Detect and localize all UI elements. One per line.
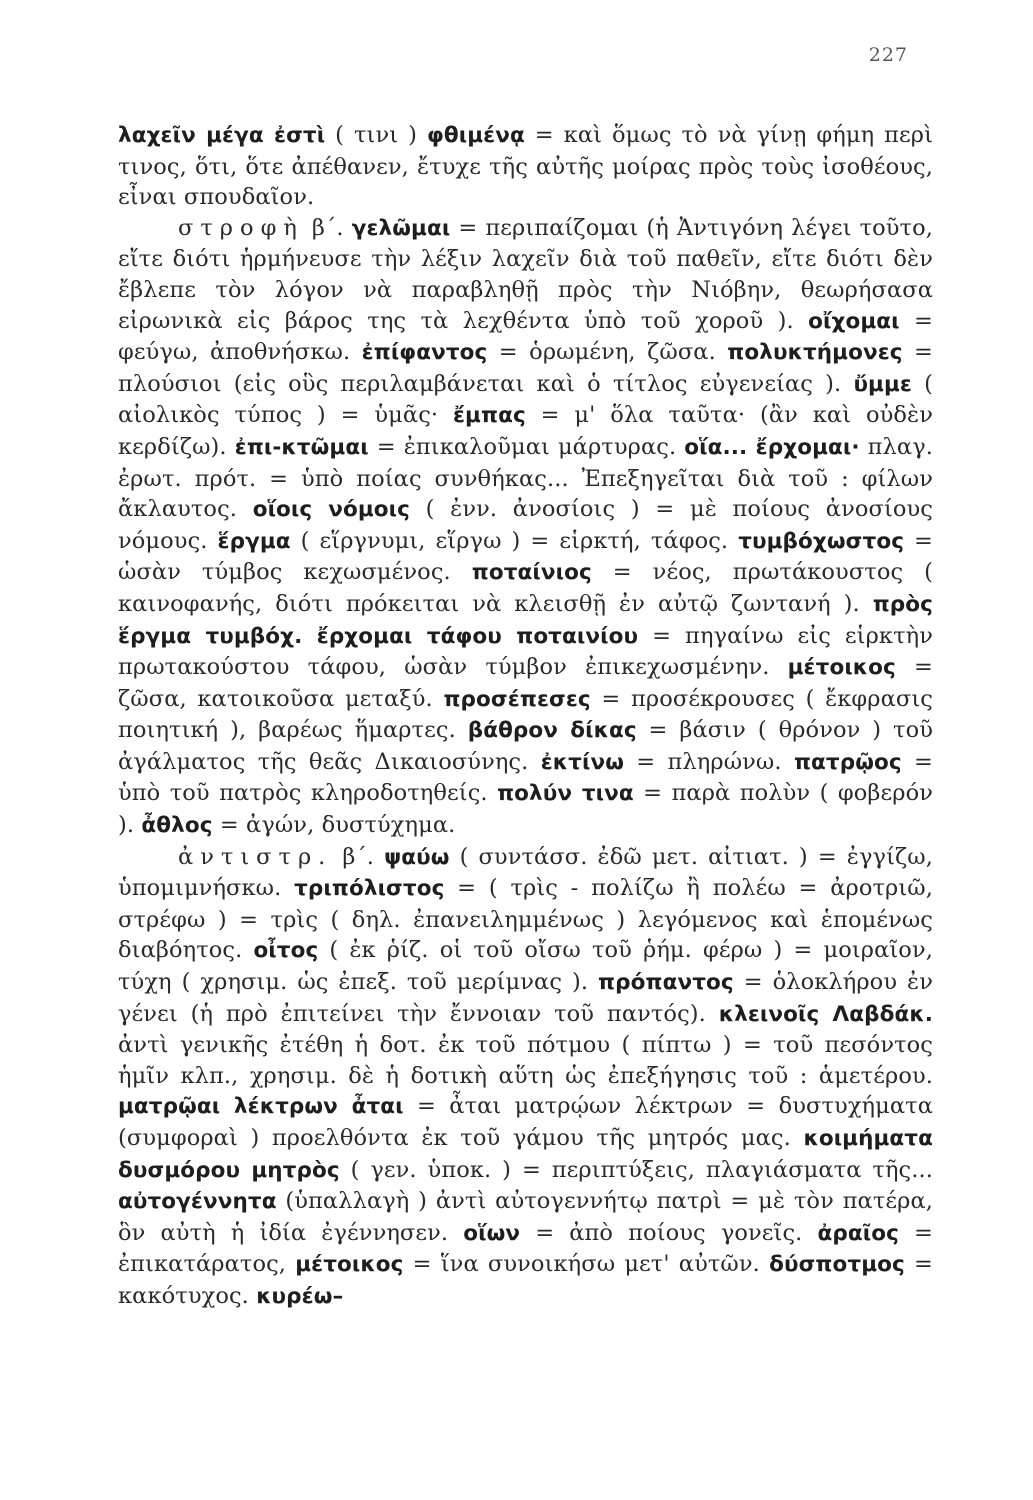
gloss-text: ( ἐνν. ἀνοσίοις ) = μὲ ποίους ἀνοσίους νόμους. [118,496,933,554]
lemma: λαχεῖν μέγα ἐστὶ [118,123,326,148]
gloss-text: β΄. [303,214,352,241]
lemma: πρὸς ἕργμα τυμβόχ. ἔρχομαι τάφου ποταινίου [118,591,933,649]
gloss-text: = πηγαίνω εἰς εἱρκτὴν πρωτακούστου τάφου, ὡσὰν τύμβον ἐπικεχωσμένην. [118,622,934,681]
lemma: πατρῷος [793,749,902,775]
gloss-text: = φεύγω, ἀποθνήσκω. [118,307,933,366]
gloss-text: = ὑπὸ τοῦ πατρὸς κληροδοτηθείς. [118,748,933,807]
lemma: κλεινοῖς Λαβδάκ. [718,1001,933,1027]
gloss-text: = βάσιν ( θρόνον ) τοῦ ἀγάλματος τῆς θεᾶς Δικαιοσύνης. [118,717,933,775]
lemma: οἶτος [253,938,319,964]
gloss-text: ἀντὶ γενικῆς ἐτέθη ἡ δοτ. ἐκ τοῦ πότμου ( πίπτω ) = τοῦ πεσόντος ἡμῖν κλπ., χρησιμ. δὲ ἡ δοτικὴ αὕτη ὡς ἐπεξήγησις τοῦ : ἁμετέρου. [118,1032,933,1089]
lemma: ἕργμα [217,528,291,554]
gloss-text: = ἆται ματρῴων λέκτρων = δυστυχήματα (συμφοραὶ ) προελθόντα ἐκ τοῦ γάμου τῆς μητρός μας. [118,1093,933,1151]
gloss-text: ( τινι ) [325,122,427,148]
lemma: γελῶμαι [351,215,451,241]
commentary-text [118,120,933,1313]
paragraph [118,842,933,1313]
gloss-text: = ( τρὶς - πολίζω ἢ πολέω = ἀροτριῶ, στρέφω ) = τρὶς ( δηλ. ἐπανειλημμένως ) λεγόμενος καὶ ἑπομένως διαβόητος. [118,875,933,964]
lemma: οἵα... ἔρχομαι· [684,434,860,460]
gloss-text: = ζῶσα, κατοικοῦσα μεταξύ. [118,654,933,712]
lemma: πολύν τινα [497,781,634,807]
lemma: οἵοις νόμοις [252,497,410,523]
lemma: κυρέω– [256,1283,344,1309]
lemma: προσέπεσες [443,686,591,712]
gloss-text: = πληρώνω. [623,748,794,775]
lemma: τυμβόχωστος [738,528,905,554]
gloss-text: = ὡσὰν τύμβος κεχωσμένος. [118,527,933,586]
gloss-text: ( γεν. ὑποκ. ) = περιπτύξεις, πλαγιάσματα τῆς... [339,1156,933,1183]
lemma: κοιμήματα δυσμόρου μητρὸς [118,1126,933,1183]
lemma: ὔμμε [853,371,912,397]
lemma: οἴχομαι [808,308,900,334]
lemma: φθιμένᾳ [426,123,525,148]
gloss-text: = ἀπὸ ποίους γονεῖς. [520,1219,818,1246]
lemma: πολυκτήμονες [727,340,903,366]
gloss-text: = ἐπικαλοῦμαι μάρτυρας. [368,433,685,460]
gloss-text: ( συντάσσ. ἐδῶ μετ. αἰτιατ. ) = ἐγγίζω, ὑπομιμνήσκω. [118,843,933,902]
lemma: δύσποτμος [769,1252,905,1278]
lemma: ἀραῖος [817,1220,899,1246]
lemma: αὐτογέννητα [118,1189,277,1215]
gloss-text: ( εἵργνυμι, εἵργω ) = εἱρκτή, τάφος. [290,527,739,554]
lemma: ἐκτίνω [540,749,624,775]
gloss-text: = ἐπικατάρατος, [118,1219,933,1278]
gloss-text: = μ' ὅλα ταῦτα· (ἂν καὶ οὐδὲν κερδίζω). [118,402,933,460]
lemma: μέτοικος [787,655,896,681]
gloss-text: = ὁρωμένη, ζῶσα. [487,339,728,366]
gloss-text: = ἀγών, δυστύχημα. [212,812,456,839]
gloss-text: = καὶ ὅμως τὸ νὰ γίνῃ φήμη περὶ τινος, ὅτι, ὅτε ἀπέθανεν, ἔτυχε τῆς αὐτῆς μοίρας πρὸς τοὺς ἰσοθέους, εἶναι σπουδαῖον. [118,122,933,211]
gloss-text: = πλούσιοι (εἰς οὓς περιλαμβάνεται καὶ ὁ τίτλος εὐγενείας ). [118,339,933,397]
gloss-text: = περιπαίζομαι (ἡ Ἀντιγόνη λέγει τοῦτο, εἴτε διότι ἡρμήνευσε τὴν λέξιν λαχεῖν διὰ τοῦ παθεῖν, εἴτε διότι δὲν ἔβλεπε τὸν λόγον νὰ παραβληθῇ πρὸς τὴν Νιόβην, θεωρήσασα εἰρωνικὰ εἰς βάρος της τὰ λεχθέντα ὑπὸ τοῦ χοροῦ ). [118,214,933,334]
gloss-text: (ὑπαλλαγὴ ) ἀντὶ αὐτογεννήτῳ πατρὶ = μὲ τὸν πατέρα, ὃν αὐτὴ ἡ ἰδία ἐγέννησεν. [118,1188,933,1246]
lemma: μέτοικος [295,1252,404,1278]
gloss-text: = προσέκρουσες ( ἔκφρασις ποιητική ), βαρέως ἥμαρτες. [118,685,933,744]
lemma: ψαύω [384,844,450,870]
gloss-text: = ἵνα συνοικήσω μετ' αὐτῶν. [403,1251,770,1278]
lemma: ἔμπας [452,403,526,429]
paragraph [118,120,933,213]
gloss-text: β΄. [332,843,385,870]
lemma: ἆθλος [141,813,213,839]
gloss-text: = νέος, πρωτάκουστος ( καινοφανής, διότι πρόκειται νὰ κλεισθῇ ἐν αὐτῷ ζωντανή ). [118,559,934,617]
gloss-text: = παρὰ πολὺν ( φοβερόν ). [118,780,933,839]
lemma: ἐπι-κτῶμαι [234,434,369,460]
lemma: τριπόλιστος [294,876,445,902]
lemma: ποταίνιος [471,560,592,586]
gloss-text: ( ἐκ ῥίζ. οἱ τοῦ οἴσω τοῦ ῥήμ. φέρω ) = μοιραῖον, τύχη ( χρησιμ. ὡς ἐπεξ. τοῦ μερίμνας ). [118,937,933,996]
lemma: ἐπίφαντος [361,340,488,366]
lemma: πρόπαντος [598,970,734,996]
section-label: στροφὴ [178,214,304,241]
gloss-text: πλαγ. ἐρωτ. πρότ. = ὑπὸ ποίας συνθήκας... Ἐπεξηγεῖται διὰ τοῦ : φίλων ἄκλαυτος. [118,433,934,523]
gloss-text: = κακότυχος. [118,1251,933,1309]
section-label: ἀντιστρ. [178,843,333,870]
lemma: βάθρον δίκας [467,718,637,744]
lemma: οἵων [463,1220,521,1246]
page-number: 227 [868,44,908,66]
gloss-text: ( αἰολικὸς τύπος ) = ὑμᾶς· [118,370,933,429]
paragraph [118,213,933,842]
gloss-text: = ὁλοκλήρου ἐν γένει (ἡ πρὸ ἐπιτείνει τὴν ἔννοιαν τοῦ παντός). [118,969,933,1027]
lemma: ματρῷαι λέκτρων ἆται [118,1094,404,1120]
